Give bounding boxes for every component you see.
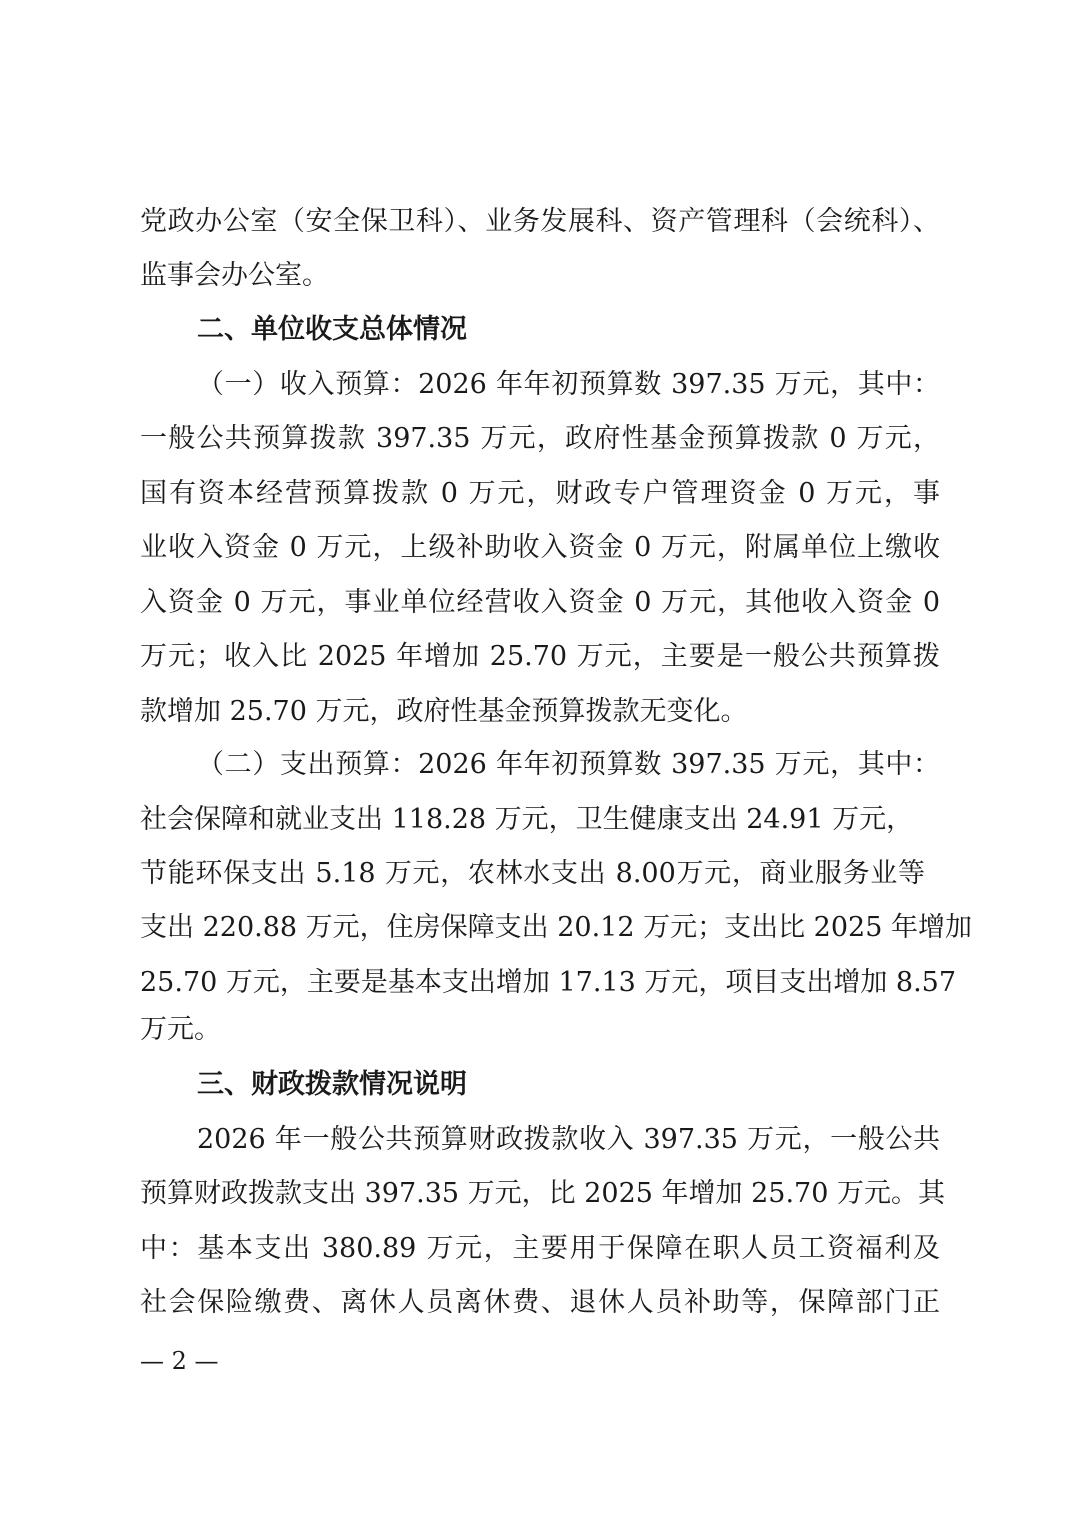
body-text-line: 社会保险缴费、离休人员离休费、退休人员补助等，保障部门正	[140, 1287, 940, 1318]
body-text-line: 社会保障和就业支出 118.28 万元，卫生健康支出 24.91 万元，	[140, 804, 914, 835]
section-heading: 三、财政拨款情况说明	[197, 1069, 467, 1100]
body-text-line: 万元；收入比 2025 年增加 25.70 万元，主要是一般公共预算拨	[140, 641, 940, 672]
body-text-line: 款增加 25.70 万元，政府性基金预算拨款无变化。	[140, 696, 748, 727]
body-text-line: 中：基本支出 380.89 万元，主要用于保障在职人员工资福利及	[140, 1233, 940, 1264]
body-text-line: 万元。	[140, 1014, 221, 1045]
section-heading: 二、单位收支总体情况	[197, 314, 467, 345]
body-text-line: 党政办公室（安全保卫科）、业务发展科、资产管理科（会统科）、	[140, 206, 940, 237]
page-number: — 2 —	[140, 1347, 219, 1375]
body-text-line: 2026 年一般公共预算财政拨款收入 397.35 万元，一般公共	[197, 1124, 940, 1155]
body-text-line: 一般公共预算拨款 397.35 万元，政府性基金预算拨款 0 万元，	[140, 423, 940, 454]
body-text-line: 支出 220.88 万元，住房保障支出 20.12 万元；支出比 2025 年增加	[140, 912, 972, 943]
body-text-line: （一）收入预算：2026 年年初预算数 397.35 万元，其中：	[197, 369, 940, 400]
body-text-line: 预算财政拨款支出 397.35 万元，比 2025 年增加 25.70 万元。其	[140, 1178, 945, 1209]
body-text-line: 节能环保支出 5.18 万元，农林水支出 8.00万元，商业服务业等	[140, 858, 925, 889]
body-text-line: 入资金 0 万元，事业单位经营收入资金 0 万元，其他收入资金 0	[140, 587, 940, 618]
body-text-line: 业收入资金 0 万元，上级补助收入资金 0 万元，附属单位上缴收	[140, 532, 940, 563]
body-text-line: 国有资本经营预算拨款 0 万元，财政专户管理资金 0 万元，事	[140, 478, 940, 509]
body-text-line: 监事会办公室。	[140, 260, 329, 291]
body-text-line: （二）支出预算：2026 年年初预算数 397.35 万元，其中：	[197, 749, 940, 780]
body-text-line: 25.70 万元，主要是基本支出增加 17.13 万元，项目支出增加 8.57	[140, 967, 957, 998]
